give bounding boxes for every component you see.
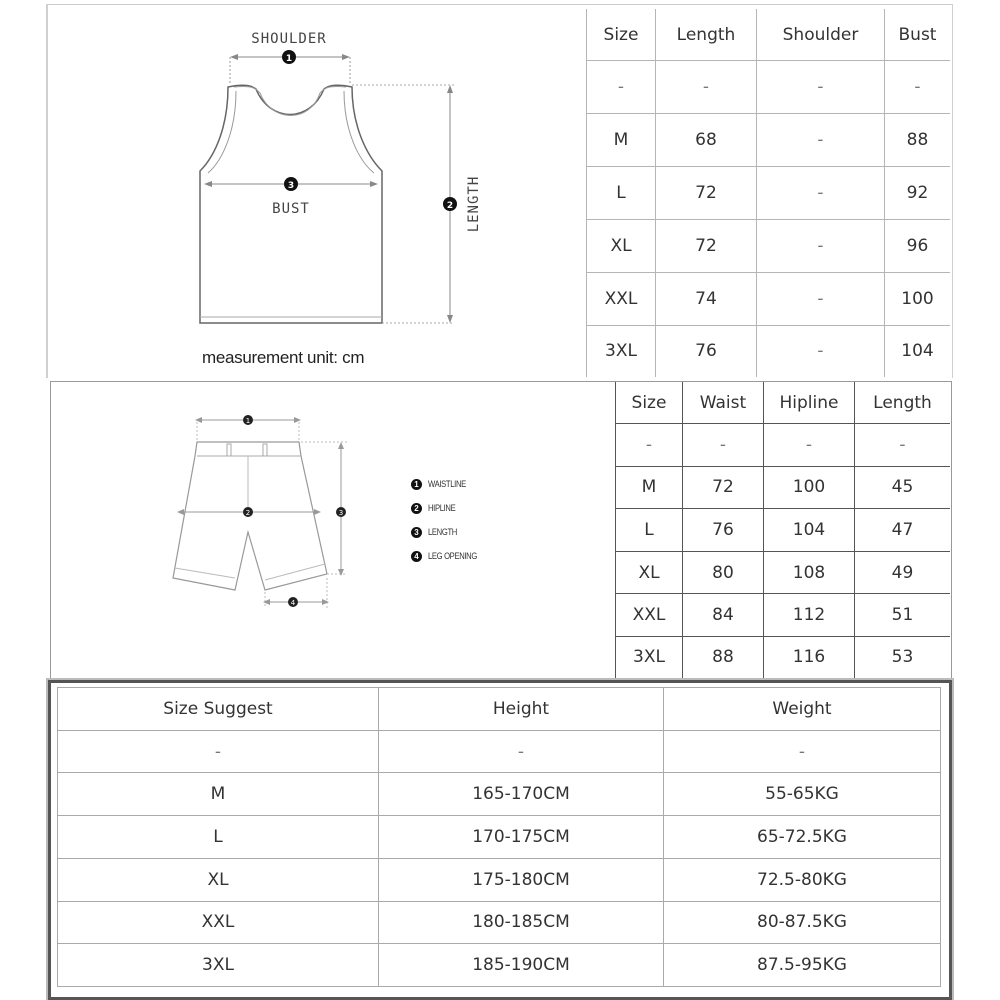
marker-1-label: 1 (285, 54, 293, 64)
cell: L (616, 509, 683, 552)
cell: 108 (764, 551, 855, 594)
table-row (587, 114, 951, 167)
cell: - (885, 61, 951, 114)
cell: 185-190CM (379, 944, 664, 987)
cell: - (764, 424, 855, 467)
cell: 80-87.5KG (664, 901, 941, 944)
table-row (616, 636, 951, 678)
table-row (58, 858, 941, 901)
cell: 180-185CM (379, 901, 664, 944)
table-row (58, 773, 941, 816)
cell: 76 (683, 509, 764, 552)
cell: 76 (656, 325, 757, 377)
cell: 65-72.5KG (664, 816, 941, 859)
cell: 116 (764, 636, 855, 678)
header-bust: Bust (885, 9, 951, 61)
table-row (587, 167, 951, 220)
cell: M (587, 114, 656, 167)
cell: 84 (683, 594, 764, 637)
shoulder-label: SHOULDER (251, 31, 327, 47)
header-shoulder: Shoulder (757, 9, 885, 61)
cell: L (58, 816, 379, 859)
cell: 72 (656, 167, 757, 220)
header-size-suggest: Size Suggest (58, 688, 379, 731)
tank-top-diagram (48, 5, 588, 378)
cell: - (616, 424, 683, 467)
cell: 45 (855, 466, 951, 509)
legend-item (411, 520, 486, 544)
cell: XXL (587, 272, 656, 325)
size-suggest-table (57, 687, 941, 987)
cell: 96 (885, 219, 951, 272)
cell: XXL (616, 594, 683, 637)
table-header-row (587, 9, 951, 61)
cell: - (757, 61, 885, 114)
cell: 100 (764, 466, 855, 509)
cell: 49 (855, 551, 951, 594)
cell: 72 (683, 466, 764, 509)
table-row (616, 551, 951, 594)
bust-label: BUST (272, 201, 310, 217)
table-row (587, 272, 951, 325)
cell: - (683, 424, 764, 467)
cell: 170-175CM (379, 816, 664, 859)
legend-label: WAISTLINE (428, 479, 466, 489)
cell: L (587, 167, 656, 220)
cell: 55-65KG (664, 773, 941, 816)
shorts-legend (411, 472, 486, 568)
size-suggest-panel (48, 680, 952, 1000)
table-header-row (58, 688, 941, 731)
shorts-diagram (51, 382, 411, 678)
header-hipline: Hipline (764, 382, 855, 424)
cell: - (379, 730, 664, 773)
cell: XXL (58, 901, 379, 944)
marker-2-label: 2 (446, 201, 454, 211)
table-row (616, 424, 951, 467)
legend-num-icon: 4 (411, 551, 422, 562)
cell: XL (587, 219, 656, 272)
legend-num-icon: 3 (411, 527, 422, 538)
cell: 47 (855, 509, 951, 552)
cell: - (656, 61, 757, 114)
cell: - (587, 61, 656, 114)
table-row (587, 325, 951, 377)
cell: XL (58, 858, 379, 901)
cell: 74 (656, 272, 757, 325)
table-row (616, 509, 951, 552)
cell: XL (616, 551, 683, 594)
header-length: Length (656, 9, 757, 61)
tank-top-size-table (586, 9, 950, 377)
cell: 165-170CM (379, 773, 664, 816)
shorts-panel (50, 381, 952, 680)
table-row (616, 594, 951, 637)
table-row (616, 466, 951, 509)
header-weight: Weight (664, 688, 941, 731)
legend-label: LEG OPENING (428, 551, 477, 561)
table-header-row (616, 382, 951, 424)
legend-item (411, 496, 486, 520)
legend-item (411, 544, 486, 568)
table-row (58, 944, 941, 987)
shorts-size-table (615, 382, 950, 678)
cell: 68 (656, 114, 757, 167)
cell: 175-180CM (379, 858, 664, 901)
cell: M (616, 466, 683, 509)
legend-label: LENGTH (428, 527, 457, 537)
shorts-marker-1-label: 1 (245, 417, 251, 425)
length-label: LENGTH (466, 175, 482, 233)
cell: 92 (885, 167, 951, 220)
shorts-marker-3-label: 3 (338, 509, 344, 517)
cell: - (757, 325, 885, 377)
cell: 72 (656, 219, 757, 272)
header-height: Height (379, 688, 664, 731)
cell: 87.5-95KG (664, 944, 941, 987)
cell: 88 (885, 114, 951, 167)
cell: - (757, 272, 885, 325)
cell: 112 (764, 594, 855, 637)
cell: - (58, 730, 379, 773)
cell: 3XL (58, 944, 379, 987)
cell: - (757, 167, 885, 220)
cell: 53 (855, 636, 951, 678)
measurement-unit-note: measurement unit: cm (202, 348, 365, 367)
cell: 51 (855, 594, 951, 637)
legend-label: HIPLINE (428, 503, 456, 513)
cell: - (757, 114, 885, 167)
cell: 104 (764, 509, 855, 552)
header-waist: Waist (683, 382, 764, 424)
table-row (58, 816, 941, 859)
legend-num-icon: 2 (411, 503, 422, 514)
cell: 3XL (616, 636, 683, 678)
cell: - (855, 424, 951, 467)
header-size: Size (587, 9, 656, 61)
table-row (587, 61, 951, 114)
shorts-marker-2-label: 2 (245, 509, 251, 517)
cell: M (58, 773, 379, 816)
header-size: Size (616, 382, 683, 424)
table-row (587, 219, 951, 272)
table-row (58, 901, 941, 944)
cell: - (664, 730, 941, 773)
cell: 72.5-80KG (664, 858, 941, 901)
legend-item (411, 472, 486, 496)
header-length: Length (855, 382, 951, 424)
cell: 3XL (587, 325, 656, 377)
cell: 100 (885, 272, 951, 325)
marker-3-label: 3 (287, 181, 295, 191)
legend-num-icon: 1 (411, 479, 422, 490)
cell: 104 (885, 325, 951, 377)
cell: 88 (683, 636, 764, 678)
cell: 80 (683, 551, 764, 594)
tank-top-panel (46, 4, 953, 378)
cell: - (757, 219, 885, 272)
shorts-marker-4-label: 4 (290, 599, 296, 607)
table-row (58, 730, 941, 773)
